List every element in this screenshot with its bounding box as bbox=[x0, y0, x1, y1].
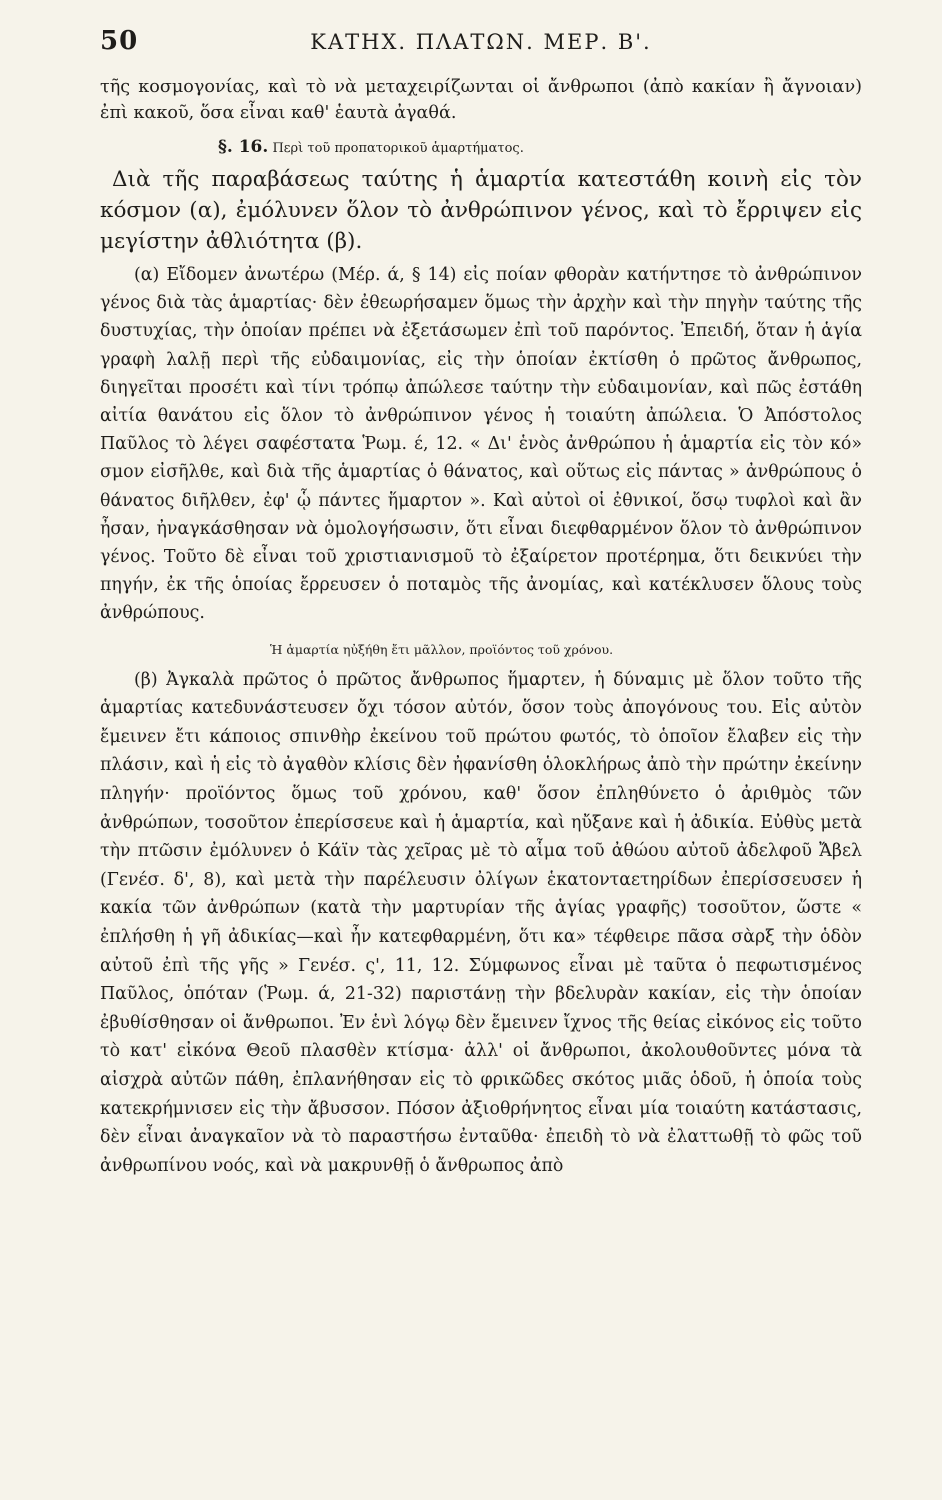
section-number: §. 16. bbox=[218, 137, 269, 157]
sub-heading: Ἡ ἁμαρτία ηὐξήθη ἔτι μᾶλλον, προϊόντος τοῦ χρόνου. bbox=[270, 641, 614, 657]
note-a: (α) Εἴδομεν ἀνωτέρω (Μέρ. ά, § 14) εἰς ποίαν φθορὰν κατήντησε τὸ ἀνθρώπινον γένος διὰ τὰς ἁμαρτίας· δὲν ἐθεωρήσαμεν ὅμως τὴν ἀρχὴν καὶ τὴν πηγὴν ταύτης τῆς δυστυχίας, τὴν ὁποίαν πρέπει νὰ ἐξετάσωμεν ἐπὶ τοῦ παρόντος. Ἐπειδή, ὅταν ἡ ἁγία γραφὴ λαλῇ περὶ τῆς εὐδαιμονίας, εἰς τὴν ὁποίαν ἐκτίσθη ὁ πρῶτος ἄνθρωπος, διηγεῖται προσέτι καὶ τίνι τρόπῳ ἀπώλεσε ταύτην τὴν εὐδαιμονίαν, καὶ πῶς ἐστάθη αἰτία θανάτου εἰς ὅλον τὸ ἀνθρώπινον γένος ἡ τοιαύτη ἀπώλεια. Ὁ Ἀπόστολος Παῦλος τὸ λέγει σαφέστατα Ῥωμ. έ, 12. « Δι' ἑνὸς ἀνθρώπου ἡ ἁμαρτία εἰς τὸν κό» σμον εἰσῆλθε, καὶ διὰ τῆς ἁμαρτίας ὁ θάνατος, καὶ οὕτως εἰς πάντας » ἀνθρώπους ὁ θάνατος διῆλθεν, ἐφ' ᾧ πάντες ἥμαρτον ». Καὶ αὐτοὶ οἱ ἐθνικοί, ὅσῳ τυφλοὶ καὶ ἂν ἦσαν, ἠναγκάσθησαν νὰ ὁμολογήσωσιν, ὅτι εἶναι διεφθαρμένον ὅλον τὸ ἀνθρώπινον γένος. Τοῦτο δὲ εἶναι τοῦ χριστιανισμοῦ τὸ ἐξαίρετον προτέρημα, ὅτι δεικνύει τὴν πηγήν, ἐκ τῆς ὁποίας ἔρρευσεν ὁ ποταμὸς τῆς ἀνομίας, καὶ κατέκλυσεν ὅλους τοὺς ἀνθρώπους. bbox=[100, 265, 862, 624]
section-title: Περὶ τοῦ προπατορικοῦ ἁμαρτήματος. bbox=[272, 141, 524, 156]
page-header bbox=[100, 26, 862, 74]
page-number: 50 bbox=[100, 26, 139, 56]
main-statement: Διὰ τῆς παραβάσεως ταύτης ἡ ἁμαρτία κατεστάθη κοινὴ εἰς τὸν κόσμον (α), ἐμόλυνεν ὅλον τὸ ἀνθρώπινον γένος, καὶ τὸ ἔρριψεν εἰς μεγίστην ἀθλιότητα (β). bbox=[100, 167, 862, 254]
intro-paragraph: τῆς κοσμογονίας, καὶ τὸ νὰ μεταχειρίζωνται οἱ ἄνθρωποι (ἀπὸ κακίαν ἢ ἄγνοιαν) ἐπὶ κακοῦ, ὅσα εἶναι καθ' ἑαυτὰ ἀγαθά. bbox=[100, 77, 862, 123]
section-heading bbox=[100, 136, 862, 160]
running-title: ΚΑΤΗΧ. ΠΛΑΤΩΝ. ΜΕΡ. Β'. bbox=[310, 30, 652, 54]
note-b: (β) Ἀγκαλὰ πρῶτος ὁ πρῶτος ἄνθρωπος ἥμαρτεν, ἡ δύναμις μὲ ὅλον τοῦτο τῆς ἁμαρτίας κατεδυνάστευσεν ὄχι τόσον αὐτόν, ὅσον τοὺς ἀπογόνους του. Εἰς αὐτὸν ἔμεινεν ἔτι κάποιος σπινθὴρ ἐκείνου τοῦ πρώτου φωτός, τὸ ὁποῖον ἔλαβεν εἰς τὴν πλάσιν, καὶ ἡ εἰς τὸ ἀγαθὸν κλίσις δὲν ἠφανίσθη ὁλοκλήρως ἀπὸ τὴν πρώτην ἐκείνην πληγήν· προϊόντος ὅμως τοῦ χρόνου, καθ' ὅσον ἐπληθύνετο ὁ ἀριθμὸς τῶν ἀνθρώπων, τοσοῦτον ἐπερίσσευε καὶ ἡ ἁμαρτία, καὶ ηὔξανε καὶ ἡ ἀδικία. Εὐθὺς μετὰ τὴν πτῶσιν ἐμόλυνεν ὁ Κάϊν τὰς χεῖρας μὲ τὸ αἷμα τοῦ ἀθώου αὐτοῦ ἀδελφοῦ Ἄβελ (Γενέσ. δ', 8), καὶ μετὰ τὴν παρέλευσιν ὀλίγων ἑκατονταετηρίδων ἐπερίσσευσεν ἡ κακία τῶν ἀνθρώπων (κατὰ τὴν μαρτυρίαν τῆς ἁγίας γραφῆς) τοσοῦτον, ὥστε « ἐπλήσθη ἡ γῆ ἀδικίας—καὶ ἦν κατεφθαρμένη, ὅτι κα» τέφθειρε πᾶσα σὰρξ τὴν ὁδὸν αὐτοῦ ἐπὶ τῆς γῆς » Γενέσ. ς', 11, 12. Σύμφωνος εἶναι μὲ ταῦτα ὁ πεφωτισμένος Παῦλος, ὁπόταν (Ῥωμ. ά, 21-32) παριστάνῃ τὴν βδελυρὰν κακίαν, εἰς τὴν ὁποίαν ἐβυθίσθησαν οἱ ἄνθρωποι. Ἐν ἑνὶ λόγῳ δὲν ἔμεινεν ἴχνος τῆς θείας εἰκόνος εἰς τοῦτο τὸ κατ' εἰκόνα Θεοῦ πλασθὲν κτίσμα· ἀλλ' οἱ ἄνθρωποι, ἀκολουθοῦντες μόνα τὰ αἰσχρὰ αὐτῶν πάθη, ἐπλανήθησαν εἰς τὸ φρικῶδες σκότος μιᾶς ὁδοῦ, ἡ ὁποία τοὺς κατεκρήμνισεν εἰς τὴν ἄβυσσον. Πόσον ἀξιοθρήνητος εἶναι μία τοιαύτη κατάστασις, δὲν εἶναι ἀναγκαῖον νὰ τὸ παραστήσω ἐνταῦθα· ἐπειδὴ τὸ νὰ ἐλαττωθῇ τὸ φῶς τοῦ ἀνθρωπίνου νοός, καὶ νὰ μακρυνθῇ ὁ ἄνθρωπος ἀπὸ bbox=[100, 669, 862, 1176]
